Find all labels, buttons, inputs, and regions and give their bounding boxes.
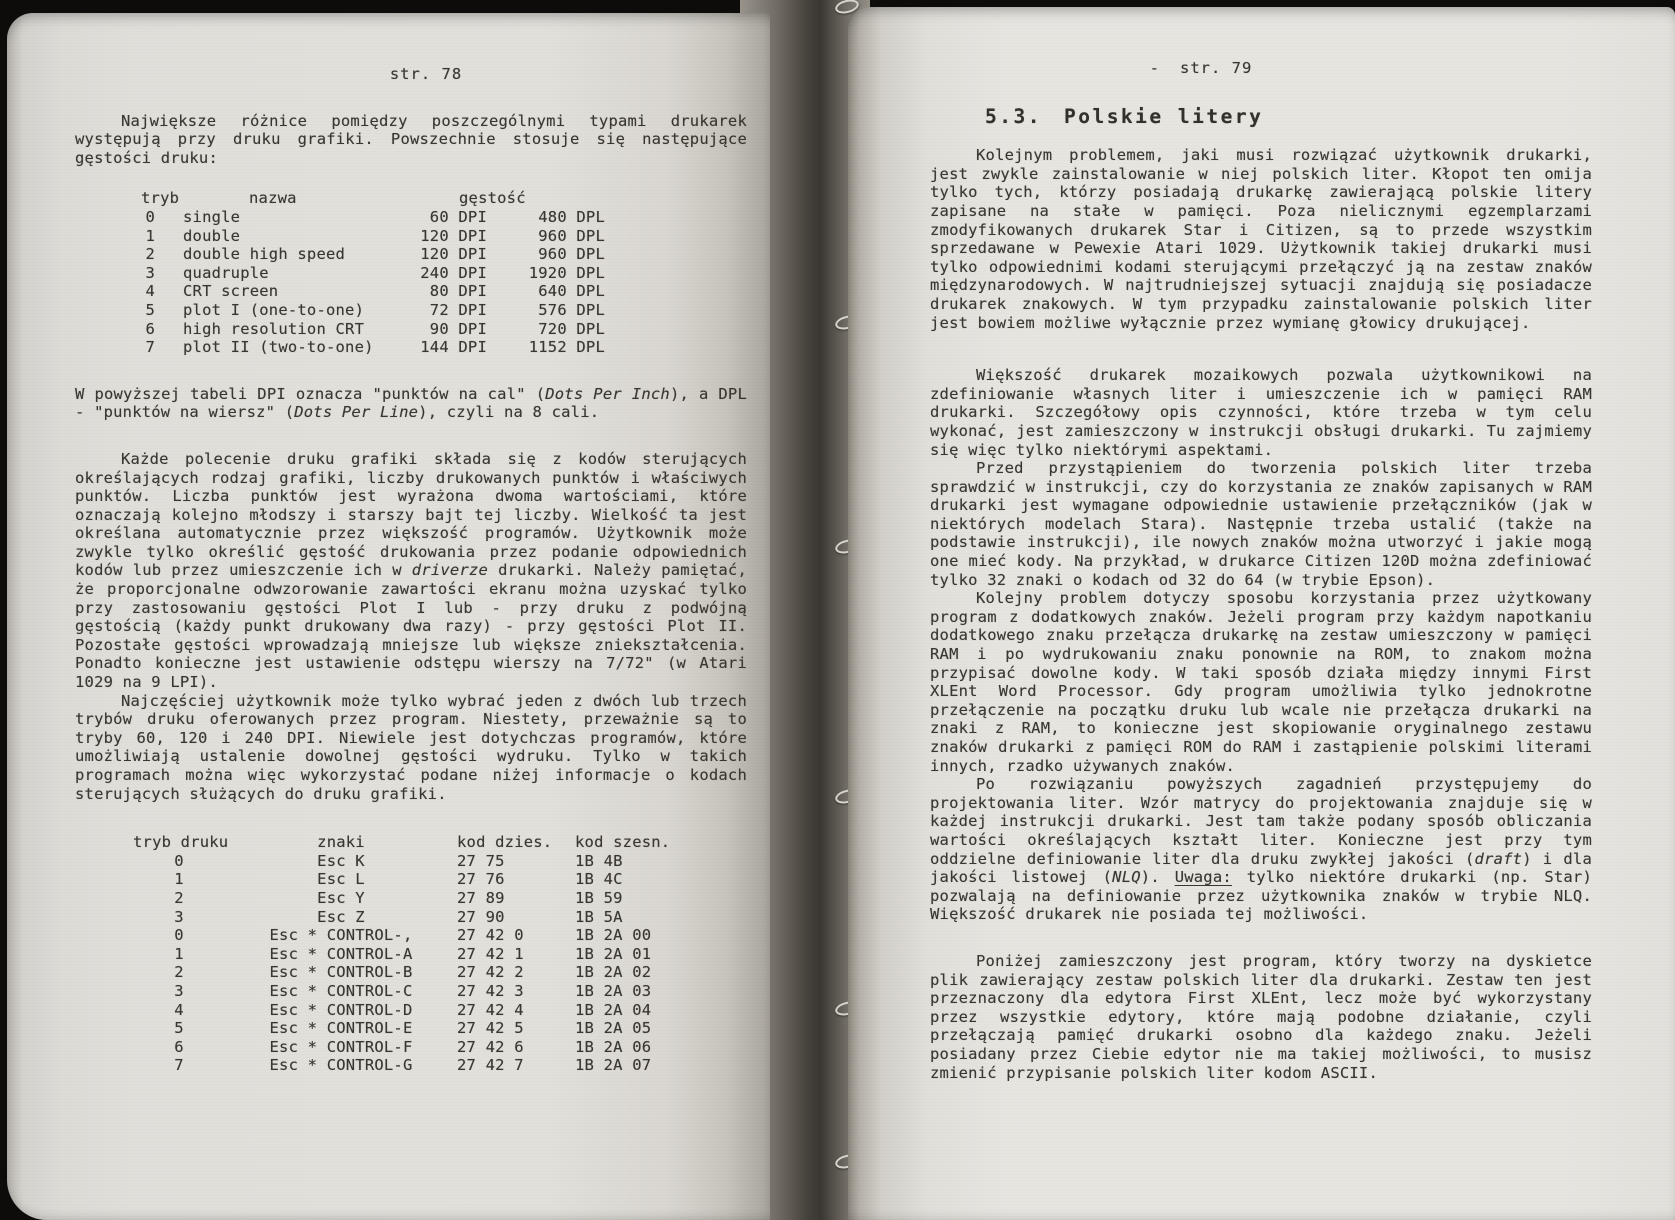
cell-characters: Esc * CONTROL-C [269,981,413,1000]
control-codes-table [133,833,747,1075]
cell-mode-number: 2 [174,888,184,907]
column-header-kod-szesn: kod szesn. [575,833,671,852]
page-79 [848,7,1675,1220]
text-run-italic: driverze [411,561,489,580]
table-row [133,945,747,964]
cell-dpi: 80 DPI [429,282,487,301]
table-row [133,963,747,982]
page-number-label: str. 79 [1180,59,1253,77]
cell-mode-name: double [183,226,241,245]
cell-mode-number: 1 [174,944,184,963]
cell-mode-number: 5 [174,1019,184,1038]
paragraph-program-note: Poniżej zamieszczony jest program, który tworzy na dyskietce plik zawierający zestaw polskich liter dla drukarki. Zestaw ten jest przeznaczony dla edytora First XLEnt, lecz może być wykorzystany przez wszystkie edytory, które mają podobne działanie, czyli przełączają pamięć drukarki osobno dla każdego znaku. Jeżeli posiadany przez Ciebie edytor nie ma takiej możliwości, to musisz zmienić przypisanie polskich liter kodom ASCII. [930,951,1592,1082]
cell-hex-code: 1B 59 [575,888,623,907]
cell-mode-name: quadruple [183,263,269,282]
cell-mode-name: plot II (two-to-one) [183,338,374,357]
cell-mode-number: 1 [174,870,184,889]
cell-hex-code: 1B 5A [575,907,623,926]
cell-mode-number: 2 [145,245,155,264]
cell-mode-number: 2 [174,963,184,982]
text-run: W powyższej tabeli DPI oznacza "punktów na cal" ( [75,384,546,403]
paragraph-intro: Największe różnice pomiędzy poszczególnymi typami drukarek występują przy druku grafiki. Powszechnie stosuje się następujące gęstości druku: [75,111,747,167]
text-run-italic: Dots Per Inch [545,384,670,403]
density-table-body [133,208,747,357]
cell-characters: Esc L [317,870,365,889]
cell-mode-number: 0 [174,926,184,945]
table-row [133,282,747,301]
cell-decimal-code: 27 90 [457,907,505,926]
cell-decimal-code: 27 42 7 [457,1056,524,1075]
cell-decimal-code: 27 42 6 [457,1037,524,1056]
cell-mode-number: 3 [145,263,155,282]
section-heading [985,104,1592,128]
cell-decimal-code: 27 76 [457,870,505,889]
text-run-underline: Uwaga: [1174,868,1232,887]
paragraph-graphics-codes [75,450,747,692]
cell-mode-name: single [183,207,241,226]
cell-dpi: 120 DPI [420,245,487,264]
cell-characters: Esc * CONTROL-F [269,1037,413,1056]
cell-decimal-code: 27 42 5 [457,1019,524,1038]
cell-dpl: 960 DPL [538,245,605,264]
cell-characters: Esc Z [317,907,365,926]
paragraph-usage-problem: Kolejny problem dotyczy sposobu korzystania przez użytkowany program z dodatkowych znaków. Jeżeli program przy każdym napotkaniu dodatkowego znaku przełącza drukarkę na zestaw umieszczony w pamięci RAM i po wydrukowaniu znaku ponownie na ROM, to znakom można przypisać dowolne kody. W taki sposób działa między innymi First XLEnt Word Processor. Gdy program umożliwia tylko jednokrotne przełączenie na początku druku lub wcale nie przełącza drukarki na znaki z RAM, to konieczne jest skopiowanie oryginalnego zestawu znaków drukarki z pamięci ROM do RAM i zastąpienie polskimi literami innych, rzadko używanych znaków. [930,589,1592,775]
cell-hex-code: 1B 2A 07 [575,1056,652,1075]
paragraph-print-modes: Najczęściej użytkownik może tylko wybrać jeden z dwóch lub trzech trybów druku oferowanych przez program. Niestety, przeważnie są to tryby 60, 120 i 240 DPI. Niewiele jest dotychczas programów, które umożliwiają ustalenie dowolnej gęstości wydruku. Tylko w takich programach można więc wykorzystać podane niżej informacje o kodach sterujących służących do druku grafiki. [75,691,747,803]
cell-mode-number: 0 [174,851,184,870]
column-header-kod-dzies: kod dzies. [457,833,553,852]
cell-mode-number: 7 [174,1056,184,1075]
cell-decimal-code: 27 75 [457,851,505,870]
cell-dpi: 240 DPI [420,263,487,282]
table-row [133,908,747,927]
paragraph-designing-letters [930,775,1592,924]
text-run: Każde polecenie druku grafiki składa się z kodów sterujących określających rodzaj grafiki, liczby drukowanych punktów i właściwych punktów. Liczba punktów jest wyrażona dwoma wartościami, które oznaczają kolejno młodszy i starszy bajt tej liczby. Wielkość ta jest określana automatycznie przez większość programów. Użytkownik może zwykle tylko określić gęstość drukowania przez podanie odpowiednich kodów lub przez umieszczenie ich w [75,449,747,580]
cell-mode-number: 0 [145,207,155,226]
cell-characters: Esc K [317,851,365,870]
density-table-header [133,189,747,208]
cell-dpi: 60 DPI [429,207,487,226]
cell-characters: Esc * CONTROL-G [269,1056,413,1075]
table-row [133,338,747,357]
cell-hex-code: 1B 4C [575,870,623,889]
cell-mode-name: CRT screen [183,282,279,301]
table-row [133,870,747,889]
cell-decimal-code: 27 42 3 [457,981,524,1000]
cell-hex-code: 1B 2A 05 [575,1019,652,1038]
cell-mode-number: 3 [174,907,184,926]
cell-characters: Esc * CONTROL-B [269,963,413,982]
column-header-gestosc: gęstość [459,189,526,208]
cell-decimal-code: 27 42 1 [457,944,524,963]
table-row [133,208,747,227]
table-row [133,982,747,1001]
cell-dpi: 90 DPI [429,319,487,338]
table-row [133,926,747,945]
table-row [133,889,747,908]
text-run: ). [1140,868,1175,887]
text-run-italic: draft [1474,849,1523,868]
cell-decimal-code: 27 42 2 [457,963,524,982]
section-title: Polskie litery [1063,104,1264,128]
text-run: ), czyli na 8 cali. [418,403,600,422]
cell-mode-number: 5 [145,300,155,319]
cell-dpl: 720 DPL [538,319,605,338]
cell-characters: Esc * CONTROL-A [269,944,413,963]
cell-hex-code: 1B 2A 04 [575,1000,652,1019]
table-row [133,1001,747,1020]
cell-dpi: 72 DPI [429,300,487,319]
section-number: 5.3. [985,104,1042,128]
cell-hex-code: 1B 2A 02 [575,963,652,982]
cell-mode-number: 6 [174,1037,184,1056]
header-dash: - [1149,59,1160,77]
cell-characters: Esc * CONTROL-, [269,926,413,945]
cell-characters: Esc * CONTROL-D [269,1000,413,1019]
cell-decimal-code: 27 42 0 [457,926,524,945]
column-header-nazwa: nazwa [249,189,297,208]
cell-hex-code: 1B 2A 06 [575,1037,652,1056]
cell-dpl: 640 DPL [538,282,605,301]
column-header-tryb: tryb [141,189,180,208]
cell-mode-number: 3 [174,981,184,1000]
table-row [133,1019,747,1038]
cell-mode-number: 1 [145,226,155,245]
cell-hex-code: 1B 2A 01 [575,944,652,963]
cell-characters: Esc Y [317,888,365,907]
cell-decimal-code: 27 89 [457,888,505,907]
cell-mode-number: 6 [145,319,155,338]
cell-mode-number: 7 [145,338,155,357]
table-row [133,1056,747,1075]
cell-dpl: 1920 DPL [528,263,605,282]
table-row [133,320,747,339]
cell-characters: Esc * CONTROL-E [269,1019,413,1038]
paragraph-before-creating: Przed przystąpieniem do tworzenia polskich liter trzeba sprawdzić w instrukcji, czy do korzystania ze znaków zapisanych w RAM drukarki jest wymagane odpowiednie ustawienie przełączników (jak w niektórych modelach Stara). Następnie trzeba ustalić (także na podstawie instrukcji), ile nowych znaków można utworzyć i jakie mogą one mieć kody. Na przykład, w drukarce Citizen 120D można zdefiniować tylko 32 znaki o kodach od 32 do 64 (w trybie Epson). [930,459,1592,589]
table-row [133,301,747,320]
table-row [133,227,747,246]
cell-mode-number: 4 [145,282,155,301]
text-run-italic: NLQ [1112,868,1141,887]
text-run-italic: Dots Per Line [294,403,419,422]
table-row [133,852,747,871]
cell-mode-number: 4 [174,1000,184,1019]
cell-mode-name: high resolution CRT [183,319,365,338]
page-number-left: str. 78 [389,65,463,83]
cell-dpl: 960 DPL [538,226,605,245]
density-table [133,189,747,356]
cell-mode-name: plot I (one-to-one) [183,300,365,319]
text-run: ), a DPL - "punktów na wiersz" ( [75,384,747,422]
cell-hex-code: 1B 4B [575,851,623,870]
column-header-tryb-druku: tryb druku [133,833,229,852]
control-codes-table-body [133,852,747,1075]
paragraph-dpi-note [75,385,747,422]
paragraph-ram-letters: Większość drukarek mozaikowych pozwala użytkownikowi na zdefiniowanie własnych liter i umieszczenie ich w pamięci RAM drukarki. Szczegółowy opis czynności, które trzeba w tym celu wykonać, jest zamieszczony w instrukcji obsługi drukarki. Tu zajmiemy się więc tylko niektórymi aspektami. [930,366,1592,459]
cell-dpl: 576 DPL [538,300,605,319]
table-row [133,245,747,264]
text-run: Po rozwiązaniu powyższych zagadnień przystępujemy do projektowania liter. Wzór matrycy do projektowania znajduje się w każdej instrukcji drukarki. Jest tam także podany sposób obliczania wartości określających kształt liter. Konieczne jest przy tym oddzielne definiowanie liter dla druku zwykłej jakości ( [930,775,1592,868]
page-78 [7,13,770,1220]
cell-dpi: 120 DPI [420,226,487,245]
cell-dpl: 480 DPL [538,207,605,226]
control-codes-table-header [133,833,747,852]
cell-hex-code: 1B 2A 00 [575,926,652,945]
table-row [133,1038,747,1057]
text-run: tylko niektóre drukarki (np. Star) pozwalają na definiowanie przez użytkownika znaków w trybie NLQ. Większość drukarek nie posiada tej możliwości. [930,868,1592,924]
cell-dpi: 144 DPI [420,338,487,357]
cell-dpl: 1152 DPL [528,338,605,357]
cell-hex-code: 1B 2A 03 [575,981,652,1000]
cell-decimal-code: 27 42 4 [457,1000,524,1019]
text-run: drukarki. Należy pamiętać, że proporcjonalne odwzorowanie zawartości ekranu można uzyskać tylko przy zastosowaniu gęstości Plot I lub - przy druku z podwójną gęstością (każdy punkt drukowany dwa razy) - przy gęstości Plot II. Pozostałe gęstości wprowadzają mniejsze lub większe zniekształcenia. Ponadto konieczne jest ustawienie odstępu wierszy na 7/72" (w Atari 1029 na 9 LPI). [75,561,747,692]
cell-mode-name: double high speed [183,245,346,264]
column-header-znaki: znaki [317,833,365,852]
paragraph-polish-letters-intro: Kolejnym problemem, jaki musi rozwiązać użytkownik drukarki, jest zwykle zainstalowanie w niej polskich liter. Kłopot ten omija tylko tych, którzy posiadają drukarkę zawierającą polskie litery zapisane na stałe w pamięci. Poza nielicznymi egzemplarzami zmodyfikowanych drukarek Star i Citizen, są to przede wszystkim sprzedawane w Pewexie Atari 1029. Użytkownik takiej drukarki musi tylko odpowiednimi kodami sterującymi przełączyć ją na zestaw znaków międzynarodowych. W najtrudniejszej sytuacji znajdują się posiadacze drukarek znakowych. W tym przypadku zainstalowanie polskich liter jest bowiem możliwe wyłącznie przez wymianę głowicy drukującej. [930,146,1592,332]
table-row [133,264,747,283]
page-number-right [930,59,1592,78]
text-run: ) i dla jakości listowej ( [930,849,1592,887]
